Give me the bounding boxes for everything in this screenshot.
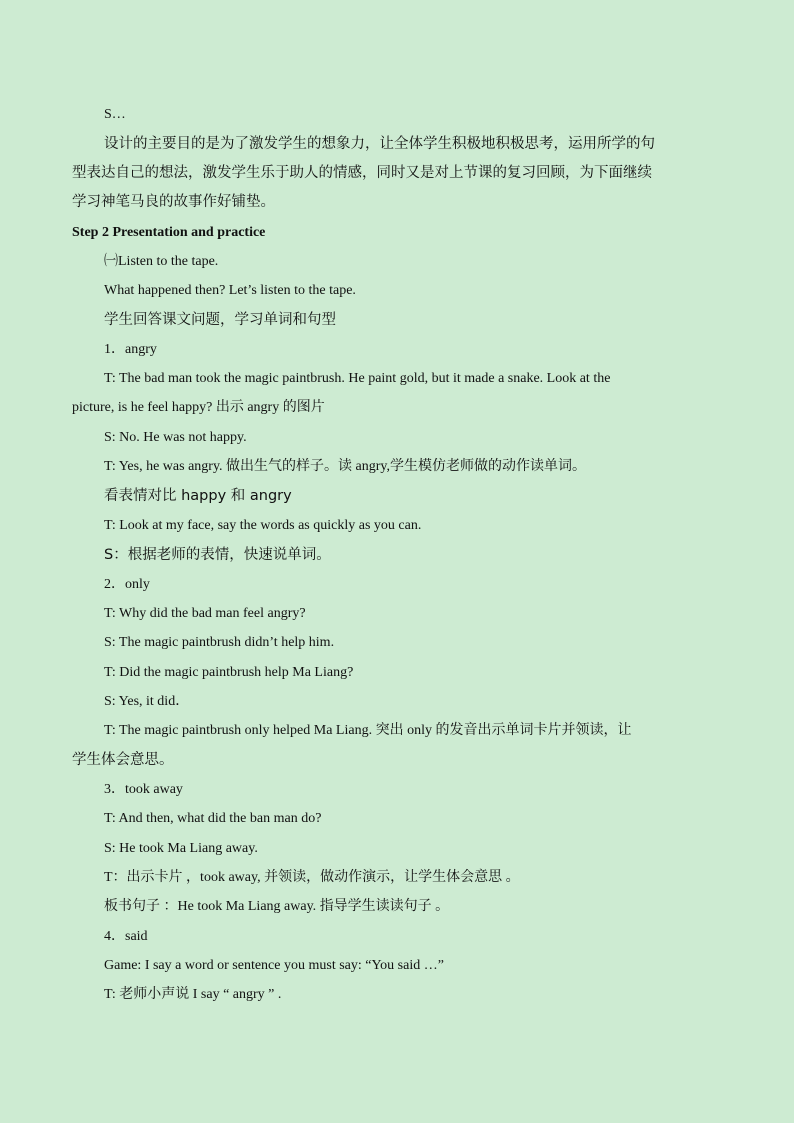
paragraph-line: T: And then, what did the ban man do?	[104, 811, 322, 826]
paragraph-line: S: Yes, it did．	[104, 694, 190, 709]
paragraph-line: ㈠Listen to the tape.	[104, 254, 219, 269]
paragraph-line: T: Yes, he was angry. 做出生气的样子。读 angry,学生模仿老师做的动作读单词。	[104, 459, 587, 474]
paragraph-line: T: Did the magic paintbrush help Ma Liang?	[104, 665, 354, 680]
paragraph-line: T: The bad man took the magic paintbrush. He paint gold, but it made a snake. Look at the	[104, 371, 611, 386]
item-heading: 1．angry	[104, 342, 157, 357]
paragraph-line: S: He took Ma Liang away.	[104, 841, 258, 856]
item-heading: 2．only	[104, 577, 150, 592]
paragraph-line: T: The magic paintbrush only helped Ma Liang. 突出 only 的发音出示单词卡片并领读，让	[104, 723, 632, 738]
item-heading: 3．took away	[104, 782, 183, 797]
speaker-line: S…	[104, 107, 126, 122]
paragraph-line: What happened then? Let’s listen to the tape.	[104, 283, 356, 298]
paragraph-line: 学生体会意思。	[72, 752, 174, 768]
paragraph-line: picture, is he feel happy? 出示 angry 的图片	[72, 400, 325, 415]
paragraph-line: 板书句子 ：He took Ma Liang away. 指导学生读读句子 。	[104, 899, 450, 914]
paragraph-line: 型表达自己的想法，激发学生乐于助人的情感，同时又是对上节课的复习回顾，为下面继续	[72, 165, 652, 181]
paragraph-line: 设计的主要目的是为了激发学生的想象力，让全体学生积极地积极思考，运用所学的句	[104, 136, 655, 152]
paragraph-line: T：出示卡片 ，took away, 并领读，做动作演示，让学生体会意思 。	[104, 870, 520, 885]
item-heading: 4．said	[104, 929, 148, 944]
paragraph-line: S: No. He was not happy.	[104, 430, 247, 445]
paragraph-line: S: The magic paintbrush didn’t help him.	[104, 635, 335, 650]
section-heading: Step 2 Presentation and practice	[72, 225, 266, 240]
paragraph-line: Game: I say a word or sentence you must say: “You said …”	[104, 958, 444, 973]
paragraph-line: 学生回答课文问题，学习单词和句型	[104, 312, 336, 328]
paragraph-line: T: Why did the bad man feel angry?	[104, 606, 306, 621]
paragraph-line: T: 老师小声说 I say “ angry ” .	[104, 987, 282, 1002]
paragraph-line: 学习神笔马良的故事作好铺垫。	[72, 194, 275, 210]
paragraph-line: 看表情对比 happy 和 angry	[104, 488, 292, 504]
paragraph-line: S：根据老师的表情，快速说单词。	[104, 547, 331, 563]
paragraph-line: T: Look at my face, say the words as quickly as you can.	[104, 518, 422, 533]
